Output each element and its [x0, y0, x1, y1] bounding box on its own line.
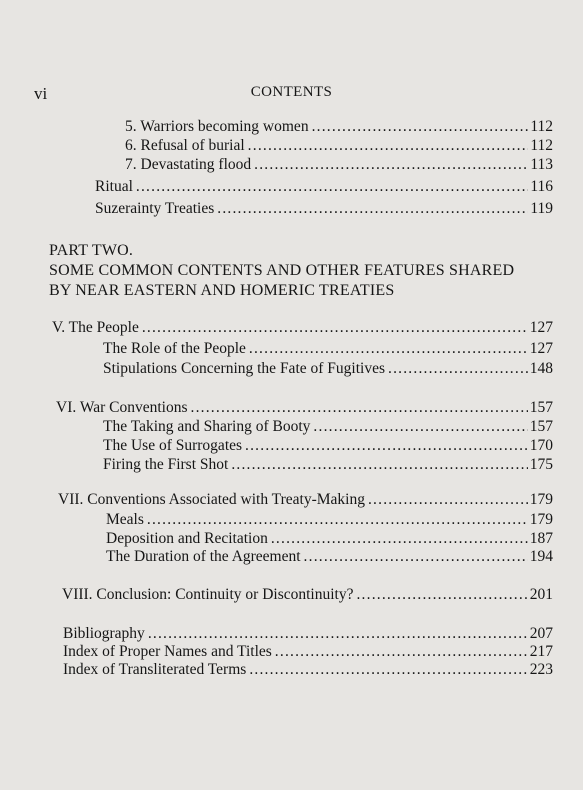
toc-entry-page: 113: [530, 156, 553, 173]
toc-entry-title: Ritual: [95, 178, 133, 195]
toc-entry-booty: [103, 418, 553, 436]
dot-leader: [249, 340, 528, 358]
toc-entry-page: 170: [529, 437, 553, 454]
dot-leader: [313, 418, 527, 436]
toc-entry-page: 223: [529, 661, 553, 678]
toc-entry-page: 148: [529, 360, 553, 377]
toc-entry-page: 201: [529, 586, 553, 603]
page-number: vi: [34, 84, 48, 103]
toc-entry-title: The Role of the People: [103, 340, 246, 357]
dot-leader: [191, 399, 528, 417]
toc-entry-duration: [106, 548, 553, 566]
toc-entry-deposition: [106, 530, 553, 548]
toc-entry-page: 187: [529, 530, 553, 547]
toc-entry-meals: [106, 511, 553, 529]
toc-entry-bibliography: [63, 625, 553, 643]
dot-leader: [271, 530, 528, 548]
toc-entry-title: The Use of Surrogates: [103, 437, 243, 454]
toc-entry-title: Meals: [106, 511, 144, 528]
part-two-subtitle-line2: BY NEAR EASTERN AND HOMERIC TREATIES: [49, 282, 395, 299]
toc-entry-title: 5. Warriors becoming women: [125, 118, 309, 135]
part-two-subtitle-line1: SOME COMMON CONTENTS AND OTHER FEATURES SHARED: [49, 262, 515, 279]
dot-leader: [275, 643, 528, 661]
dot-leader: [231, 456, 527, 474]
dot-leader: [312, 118, 529, 136]
toc-entry-title: Suzerainty Treaties: [95, 200, 215, 217]
dot-leader: [388, 360, 528, 378]
toc-entry-page: 194: [529, 548, 553, 565]
toc-entry-role-of-people: [103, 340, 553, 358]
toc-entry-title: Bibliography: [63, 625, 145, 642]
dot-leader: [248, 137, 529, 155]
dot-leader: [254, 156, 528, 174]
toc-entry-stipulations-fugitives: [103, 360, 553, 378]
toc-entry-chapter-v: [52, 319, 553, 337]
toc-entry-page: 119: [530, 200, 553, 217]
toc-entry-index-transliterated: [63, 661, 553, 679]
page-header: CONTENTS: [250, 84, 333, 100]
toc-entry-page: 112: [530, 118, 553, 135]
toc-entry-title: Deposition and Recitation: [106, 530, 268, 547]
toc-entry-chapter-vii: [58, 491, 553, 509]
toc-entry-page: 127: [529, 319, 553, 336]
dot-leader: [304, 548, 528, 566]
toc-entry-devastating-flood: [125, 156, 553, 174]
toc-entry-title: The Taking and Sharing of Booty: [103, 418, 311, 435]
toc-entry-title: VIII. Conclusion: Continuity or Discontinuity?: [62, 586, 354, 603]
dot-leader: [356, 586, 527, 604]
toc-entry-title: 7. Devastating flood: [125, 156, 252, 173]
dot-leader: [217, 200, 528, 218]
toc-entry-page: 116: [530, 178, 553, 195]
dot-leader: [136, 178, 528, 196]
toc-entry-title: Index of Proper Names and Titles: [63, 643, 272, 660]
toc-entry-page: 179: [529, 491, 553, 508]
toc-entry-page: 175: [529, 456, 553, 473]
toc-entry-page: 157: [529, 399, 553, 416]
toc-entry-title: V. The People: [52, 319, 139, 336]
toc-entry-title: VII. Conventions Associated with Treaty-Making: [58, 491, 365, 508]
toc-entry-page: 127: [529, 340, 553, 357]
toc-entry-refusal-of-burial: [125, 137, 553, 155]
toc-entry-title: 6. Refusal of burial: [125, 137, 245, 154]
dot-leader: [368, 491, 528, 509]
toc-entry-chapter-vi: [56, 399, 553, 417]
toc-entry-page: 179: [529, 511, 553, 528]
toc-entry-suzerainty-treaties: [95, 200, 553, 218]
toc-entry-page: 112: [530, 137, 553, 154]
toc-entry-title: Stipulations Concerning the Fate of Fugitives: [103, 360, 385, 377]
toc-entry-index-proper-names: [63, 643, 553, 661]
dot-leader: [148, 625, 528, 643]
dot-leader: [245, 437, 528, 455]
toc-entry-warriors-becoming-women: [125, 118, 553, 136]
toc-entry-chapter-viii: [62, 586, 553, 604]
dot-leader: [147, 511, 528, 529]
toc-entry-title: The Duration of the Agreement: [106, 548, 301, 565]
toc-entry-page: 207: [529, 625, 553, 642]
toc-entry-title: VI. War Conventions: [56, 399, 188, 416]
toc-entry-page: 157: [529, 418, 553, 435]
toc-entry-title: Index of Transliterated Terms: [63, 661, 247, 678]
toc-entry-title: Firing the First Shot: [103, 456, 229, 473]
toc-entry-ritual: [95, 178, 553, 196]
toc-entry-first-shot: [103, 456, 553, 474]
toc-entry-surrogates: [103, 437, 553, 455]
toc-entry-page: 217: [529, 643, 553, 660]
dot-leader: [142, 319, 528, 337]
part-two-heading: PART TWO.: [49, 242, 134, 259]
dot-leader: [249, 661, 527, 679]
